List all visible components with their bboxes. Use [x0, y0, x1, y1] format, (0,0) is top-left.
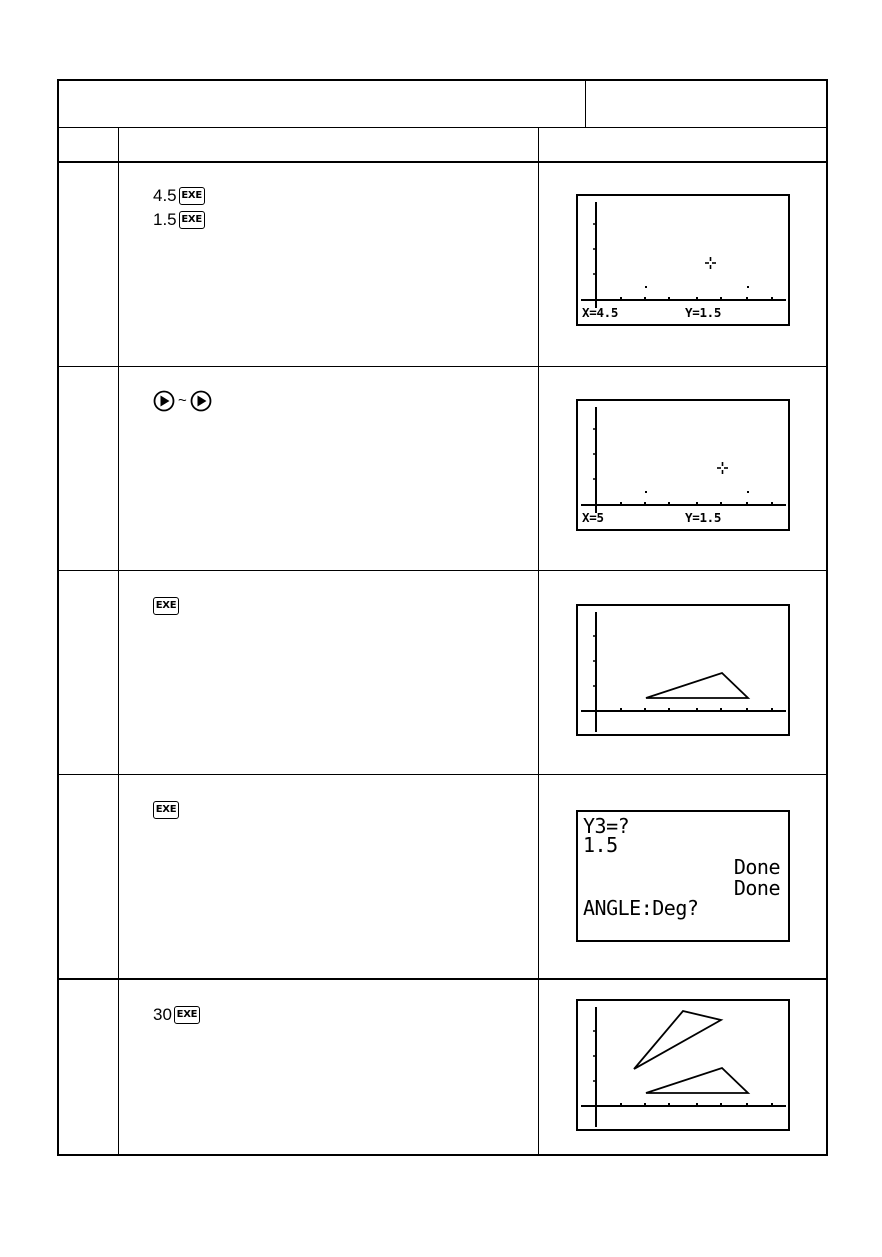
exe-key-icon: EXE [153, 597, 179, 615]
plus-cursor-icon [705, 257, 716, 269]
calculator-screen-step2 [576, 399, 790, 531]
step2-key-sequence [153, 389, 212, 413]
y-readout: Y=1.5 [685, 305, 722, 320]
table-right-border [826, 79, 828, 1156]
calculator-screen-step1 [576, 194, 790, 326]
row-divider [57, 366, 827, 367]
entry-value: 30 [153, 1005, 172, 1024]
key-entry-line [153, 184, 205, 208]
exe-key-icon: EXE [179, 211, 205, 229]
entry-value: 4.5 [153, 186, 177, 205]
result-line: Done [733, 876, 780, 900]
calculator-screen-step3 [576, 604, 790, 736]
header-row-divider [57, 127, 827, 128]
plus-cursor-icon [717, 462, 728, 474]
column-header-divider [57, 161, 827, 163]
exe-key-icon: EXE [179, 187, 205, 205]
angle-prompt-line: ANGLE:Deg? [583, 896, 699, 920]
header-split-line [585, 79, 586, 127]
key-entry-line [153, 389, 212, 413]
exe-key-icon: EXE [153, 801, 179, 819]
triangle-shape [646, 1068, 748, 1093]
x-readout: X=4.5 [582, 305, 619, 320]
key-entry-line [153, 798, 179, 822]
triangle-shape [646, 673, 748, 698]
graph-view [578, 1001, 792, 1133]
step4-key-sequence [153, 798, 179, 822]
entry-value: 1.5 [153, 210, 177, 229]
exe-key-icon: EXE [174, 1006, 200, 1024]
row-divider [57, 570, 827, 571]
table-bottom-border [57, 1154, 827, 1156]
row-divider [57, 978, 827, 980]
key-entry-line [153, 208, 205, 232]
y-readout: Y=1.5 [685, 510, 722, 525]
input-line: 1.5 [583, 833, 618, 857]
step5-key-sequence [153, 1003, 200, 1027]
step1-key-sequence [153, 184, 205, 232]
key-entry-line [153, 594, 179, 618]
step3-key-sequence [153, 594, 179, 618]
rotated-triangle-shape [634, 1011, 721, 1069]
sequence-separator: ~ [178, 392, 187, 409]
calculator-screen-step5 [576, 999, 790, 1131]
graph-view [578, 606, 792, 738]
display-column-line [538, 127, 539, 1155]
key-entry-line [153, 1003, 200, 1027]
table-top-border [57, 79, 827, 81]
prompt-line: Y3=? [583, 814, 630, 838]
right-arrow-key-icon [190, 390, 212, 412]
step-column-line [118, 127, 119, 1155]
calculator-screen-step4 [576, 810, 790, 942]
x-readout: X=5 [582, 510, 604, 525]
row-divider [57, 774, 827, 775]
table-left-border [57, 79, 59, 1156]
result-line: Done [733, 855, 780, 879]
right-arrow-key-icon [153, 390, 175, 412]
